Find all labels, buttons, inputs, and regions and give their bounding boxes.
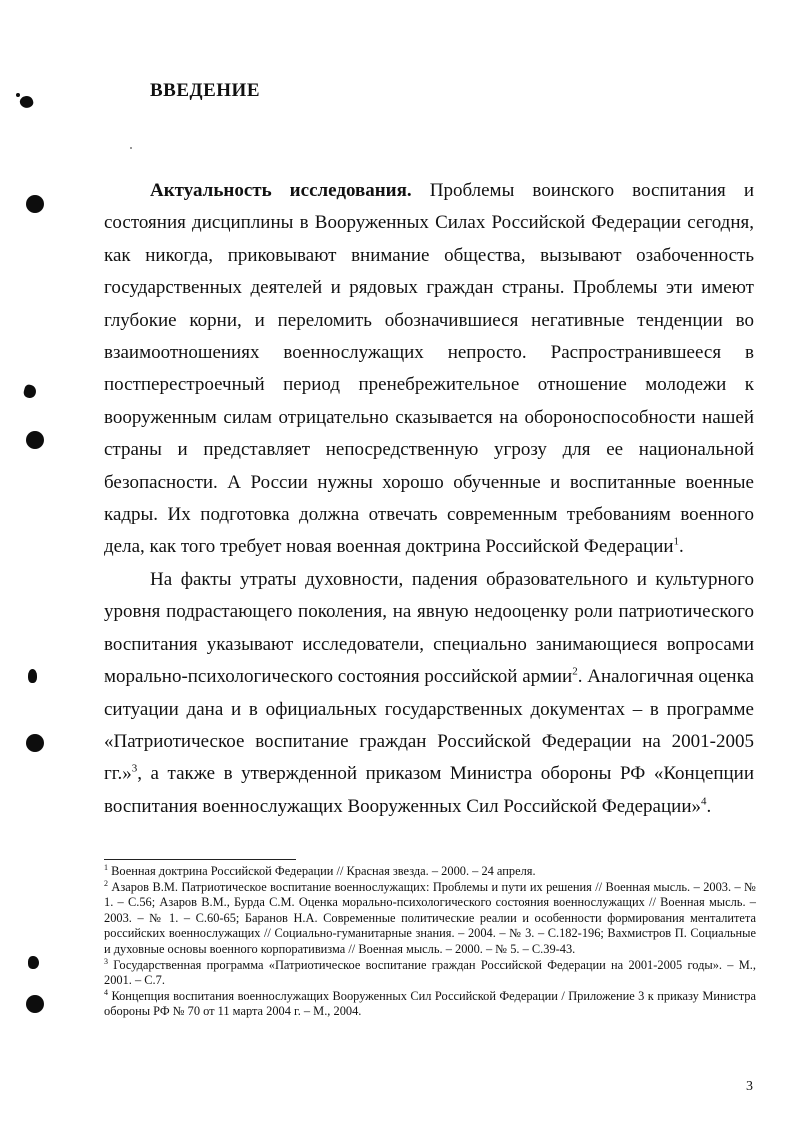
paragraph-end: . xyxy=(679,536,684,558)
paragraph-text: Проблемы воинского воспитания и состояния дисциплины в Вооруженных Силах Российской Федерации сегодня, как никогда, приковывают внимание общества, вызывают озабоченность государственных деятелей и рядовых граждан страны. Проблемы эти имеют глубокие корни, и переломить обозначившиеся негативные тенденции во взаимоотношениях военнослужащих непросто. Распространившееся в постперестроечный период пренебрежительное отношение молодежи к вооруженным силам отрицательно сказывается на обороноспособности нашей страны и представляет непосредственную угрозу для ее национальной безопасности. А России нужны хорошо обученные и воспитанные военные кадры. Их подготовка должна отвечать современным требованиям военного дела, как того требует новая военная доктрина Российской Федерации xyxy=(104,180,754,558)
page-number: 3 xyxy=(746,1079,753,1094)
footnote-ref: 1 xyxy=(673,536,680,549)
footnote-text: Азаров В.М. Патриотическое воспитание военнослужащих: Проблемы и пути их решения // Военная мысль. – 2003. – № 1. – С.56; Азаров В.М., Бурда С.М. Оценка морально-психологического состояния военнослужащих // Военная мысль. – 2003. – № 1. – С.60-65; Баранов Н.А. Современные политические реалии и особенности формирования менталитета российских военнослужащих // Социально-гуманитарные знания. – 2004. – № 3. – С.182-196; Вахмистров П. Социальные и духовные основы военного корпоративизма // Военная мысль. – 2000. – № 5. – С.39-43. xyxy=(104,879,756,956)
footnote xyxy=(104,864,756,880)
paragraph-relevance xyxy=(104,175,754,564)
paragraph-text: . Аналогичная оценка ситуации дана и в официальных государственных документах – в программе «Патриотическое воспитание граждан Российской Федерации на 2001-2005 гг.» xyxy=(104,666,754,785)
footnote-ref: 4 xyxy=(701,795,707,808)
paragraph-lead: Актуальность исследования. xyxy=(150,180,412,201)
scan-speck xyxy=(18,94,34,110)
scan-speck xyxy=(130,147,132,149)
paragraph-text: , а также в утвержденной приказом Министра обороны РФ «Концепции воспитания военнослужащих Вооруженных Сил Российской Федерации» xyxy=(104,763,754,817)
scan-speck xyxy=(23,384,38,400)
footnote-divider xyxy=(104,859,296,860)
footnote xyxy=(104,880,756,958)
binder-hole xyxy=(26,195,44,213)
binder-hole xyxy=(26,734,44,752)
footnote xyxy=(104,989,756,1020)
footnote-number: 1 xyxy=(104,862,108,872)
footnote-ref: 2 xyxy=(572,665,578,678)
footnote-ref: 3 xyxy=(131,763,138,776)
footnote-number: 4 xyxy=(104,987,108,997)
paragraph-text: На факты утраты духовности, падения образовательного и культурного уровня подрастающего поколения, на явную недооценку роли патриотического воспитания указывают исследователи, специально занимающиеся вопросами морально-психологического состояния российской армии xyxy=(104,569,754,688)
footnote xyxy=(104,958,756,989)
scan-speck xyxy=(16,93,20,97)
scan-speck xyxy=(28,669,37,683)
footnote-text: Государственная программа «Патриотическое воспитание граждан Российской Федерации на 2001-2005 годы». – М., 2001. – С.7. xyxy=(104,957,756,988)
binder-hole xyxy=(26,995,44,1013)
footnote-text: Концепция воспитания военнослужащих Вооруженных Сил Российской Федерации / Приложение 3 к приказу Министра обороны РФ № 70 от 11 марта 2004 г. – М., 2004. xyxy=(104,988,756,1019)
section-heading: ВВЕДЕНИЕ xyxy=(150,80,260,101)
paragraph-end: . xyxy=(706,795,712,817)
scan-speck xyxy=(28,956,39,969)
footnotes xyxy=(104,864,756,1020)
footnote-text: Военная доктрина Российской Федерации // Красная звезда. – 2000. – 24 апреля. xyxy=(108,864,536,878)
paragraph-facts xyxy=(104,564,754,823)
footnote-number: 3 xyxy=(104,956,108,966)
footnote-number: 2 xyxy=(104,878,108,888)
binder-hole xyxy=(26,431,44,449)
